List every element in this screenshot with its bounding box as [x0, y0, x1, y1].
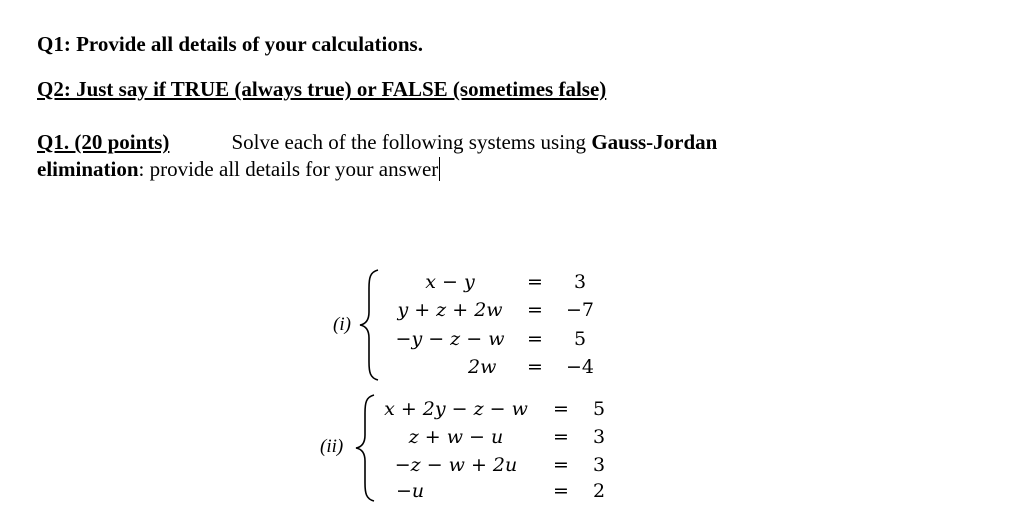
- equation-rhs: 5: [592, 398, 606, 420]
- equation-rhs: −4: [565, 356, 594, 378]
- equation-rhs: 3: [592, 454, 606, 476]
- equation-rhs: 3: [573, 271, 587, 293]
- equals-sign: =: [527, 299, 543, 321]
- equals-sign: =: [553, 480, 569, 502]
- left-brace-icon: [354, 393, 378, 503]
- equals-sign: =: [553, 398, 569, 420]
- equation-lhs: z + w − u: [408, 426, 504, 448]
- instruction-q2: Q2: Just say if TRUE (always true) or FALSE (sometimes false): [37, 77, 607, 101]
- equation-lhs: x − y: [425, 271, 475, 293]
- left-brace-icon: [358, 268, 382, 382]
- equation-lhs: −u: [396, 480, 425, 502]
- equation-rhs: 2: [592, 480, 606, 502]
- equation-lhs: 2w: [468, 356, 497, 378]
- equals-sign: =: [527, 271, 543, 293]
- question-label: Q1. (20 points): [37, 130, 170, 154]
- equals-sign: =: [527, 356, 543, 378]
- equals-sign: =: [553, 454, 569, 476]
- method-name: Gauss-Jordan: [591, 130, 718, 154]
- question-text-continued: [37, 157, 440, 182]
- text-cursor[interactable]: [439, 157, 440, 181]
- question-header: [37, 130, 717, 155]
- equation-lhs: y + z + 2w: [397, 299, 503, 321]
- instruction-q1: Q1: Provide all details of your calculations.: [37, 32, 423, 56]
- equation-rhs: −7: [565, 299, 594, 321]
- question-text: Solve each of the following systems using: [231, 130, 592, 154]
- equation-lhs: −z − w + 2u: [394, 454, 518, 476]
- equation-rhs: 5: [573, 328, 587, 350]
- system-ii-label: (ii): [320, 436, 344, 457]
- equals-sign: =: [527, 328, 543, 350]
- equation-rhs: 3: [592, 426, 606, 448]
- equals-sign: =: [553, 426, 569, 448]
- question-text-end: : provide all details for your answer: [138, 157, 439, 181]
- equation-lhs: x + 2y − z − w: [384, 398, 528, 420]
- equation-lhs: −y − z − w: [395, 328, 505, 350]
- method-name-cont: elimination: [37, 157, 139, 181]
- system-i-label: (i): [333, 314, 351, 335]
